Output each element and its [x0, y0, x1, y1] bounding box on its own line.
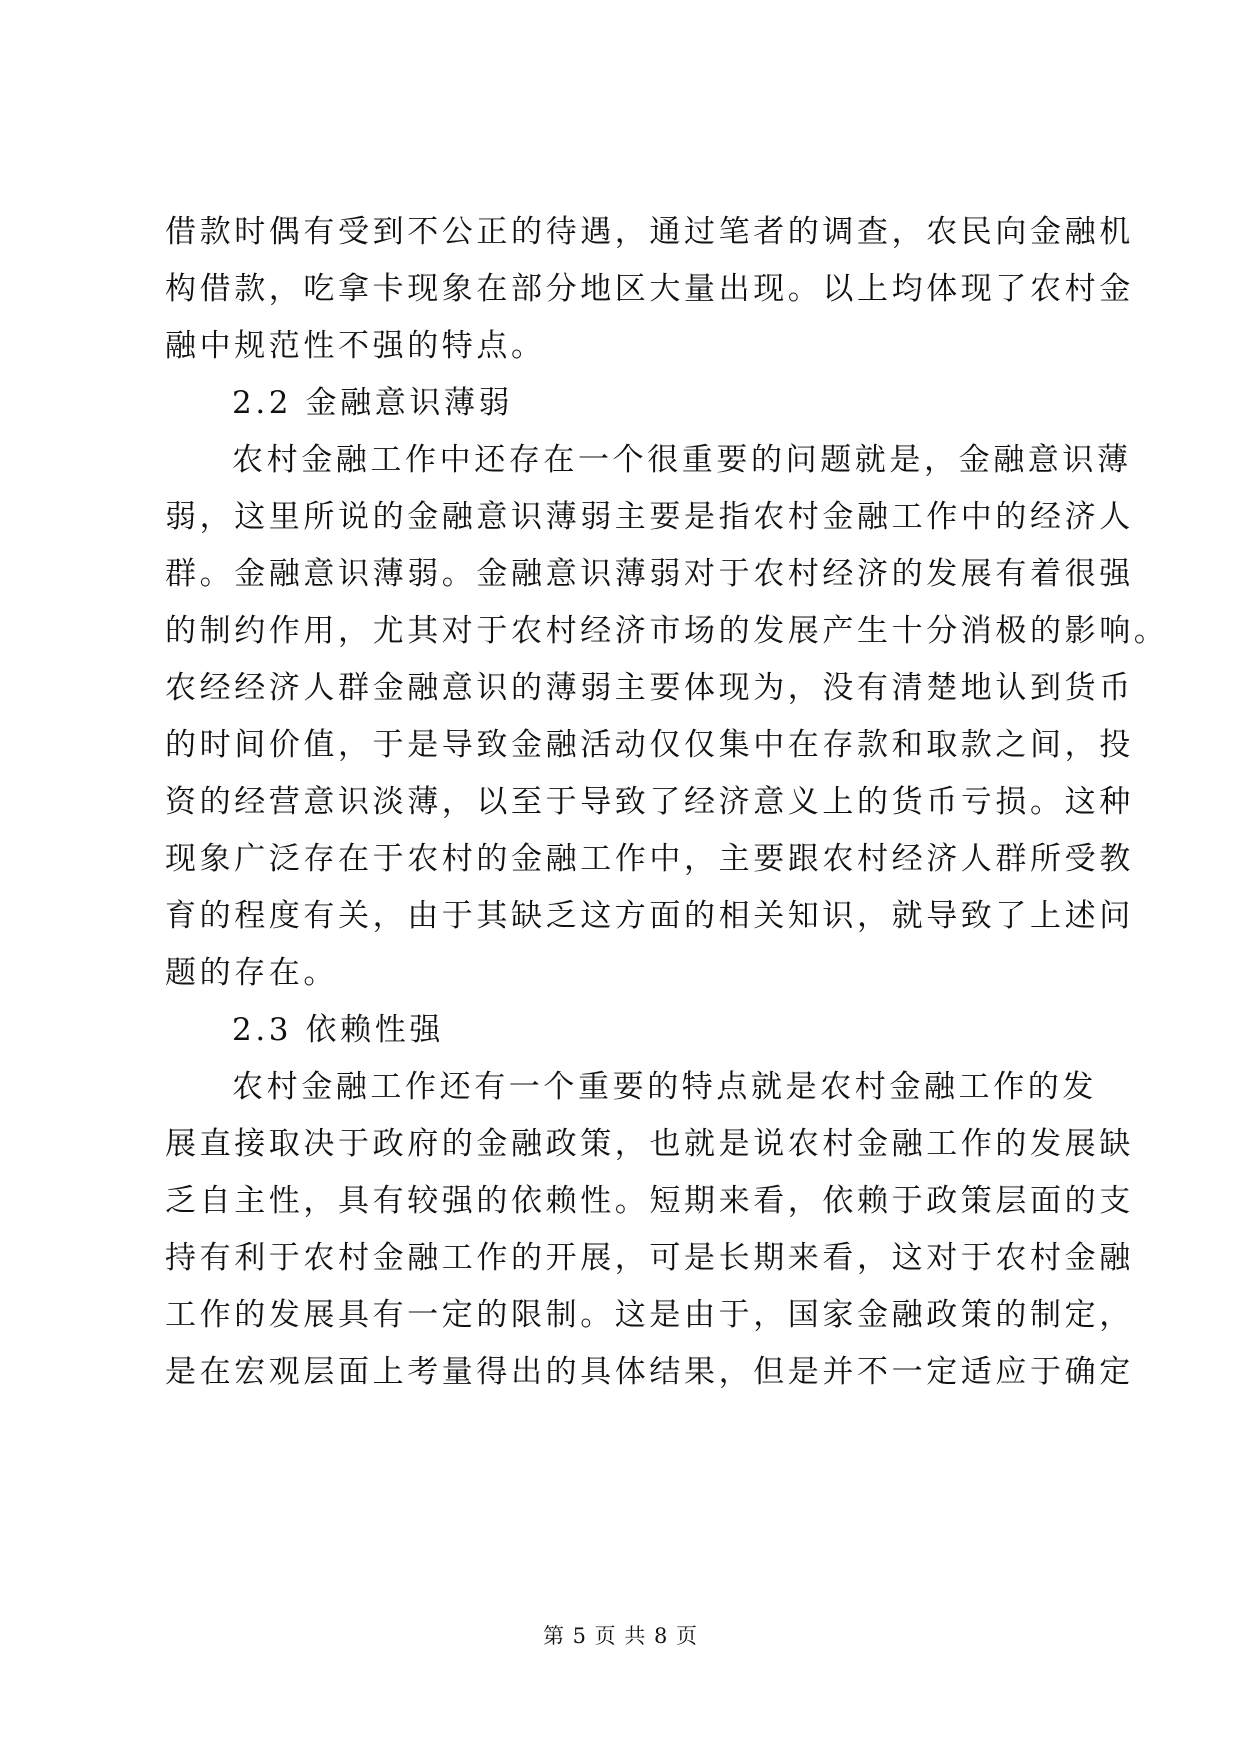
paragraph-line: 弱，这里所说的金融意识薄弱主要是指农村金融工作中的经济人: [165, 499, 1134, 535]
paragraph-line: 工作的发展具有一定的限制。这是由于，国家金融政策的制定，: [165, 1297, 1134, 1333]
paragraph-line: 现象广泛存在于农村的金融工作中，主要跟农村经济人群所受教: [165, 841, 1134, 877]
paragraph-line: 构借款，吃拿卡现象在部分地区大量出现。以上均体现了农村金: [165, 271, 1134, 307]
page-footer: 第 5 页 共 8 页: [542, 1624, 699, 1648]
paragraph-line: 的时间价值，于是导致金融活动仅仅集中在存款和取款之间，投: [165, 727, 1134, 763]
paragraph-line: 育的程度有关，由于其缺乏这方面的相关知识，就导致了上述问: [165, 898, 1134, 934]
paragraph-line: 持有利于农村金融工作的开展，可是长期来看，这对于农村金融: [165, 1240, 1134, 1276]
paragraph-line: 群。金融意识薄弱。金融意识薄弱对于农村经济的发展有着很强: [165, 556, 1134, 592]
paragraph-line: 农经经济人群金融意识的薄弱主要体现为，没有清楚地认到货币: [165, 670, 1134, 706]
section-heading-2-3: 2.3 依赖性强: [232, 1012, 444, 1048]
paragraph-line: 农村金融工作还有一个重要的特点就是农村金融工作的发: [232, 1069, 1097, 1105]
paragraph-line: 题的存在。: [165, 955, 338, 991]
paragraph-line: 展直接取决于政府的金融政策，也就是说农村金融工作的发展缺: [165, 1126, 1134, 1162]
paragraph-line: 融中规范性不强的特点。: [165, 328, 546, 364]
paragraph-line: 借款时偶有受到不公正的待遇，通过笔者的调查，农民向金融机: [165, 214, 1134, 250]
paragraph-line: 资的经营意识淡薄，以至于导致了经济意义上的货币亏损。这种: [165, 784, 1134, 820]
paragraph-line: 的制约作用，尤其对于农村经济市场的发展产生十分消极的影响。: [165, 613, 1169, 649]
paragraph-line: 乏自主性，具有较强的依赖性。短期来看，依赖于政策层面的支: [165, 1183, 1134, 1219]
paragraph-line: 是在宏观层面上考量得出的具体结果，但是并不一定适应于确定: [165, 1354, 1134, 1390]
section-heading-2-2: 2.2 金融意识薄弱: [232, 385, 514, 421]
paragraph-line: 农村金融工作中还存在一个很重要的问题就是，金融意识薄: [232, 442, 1132, 478]
